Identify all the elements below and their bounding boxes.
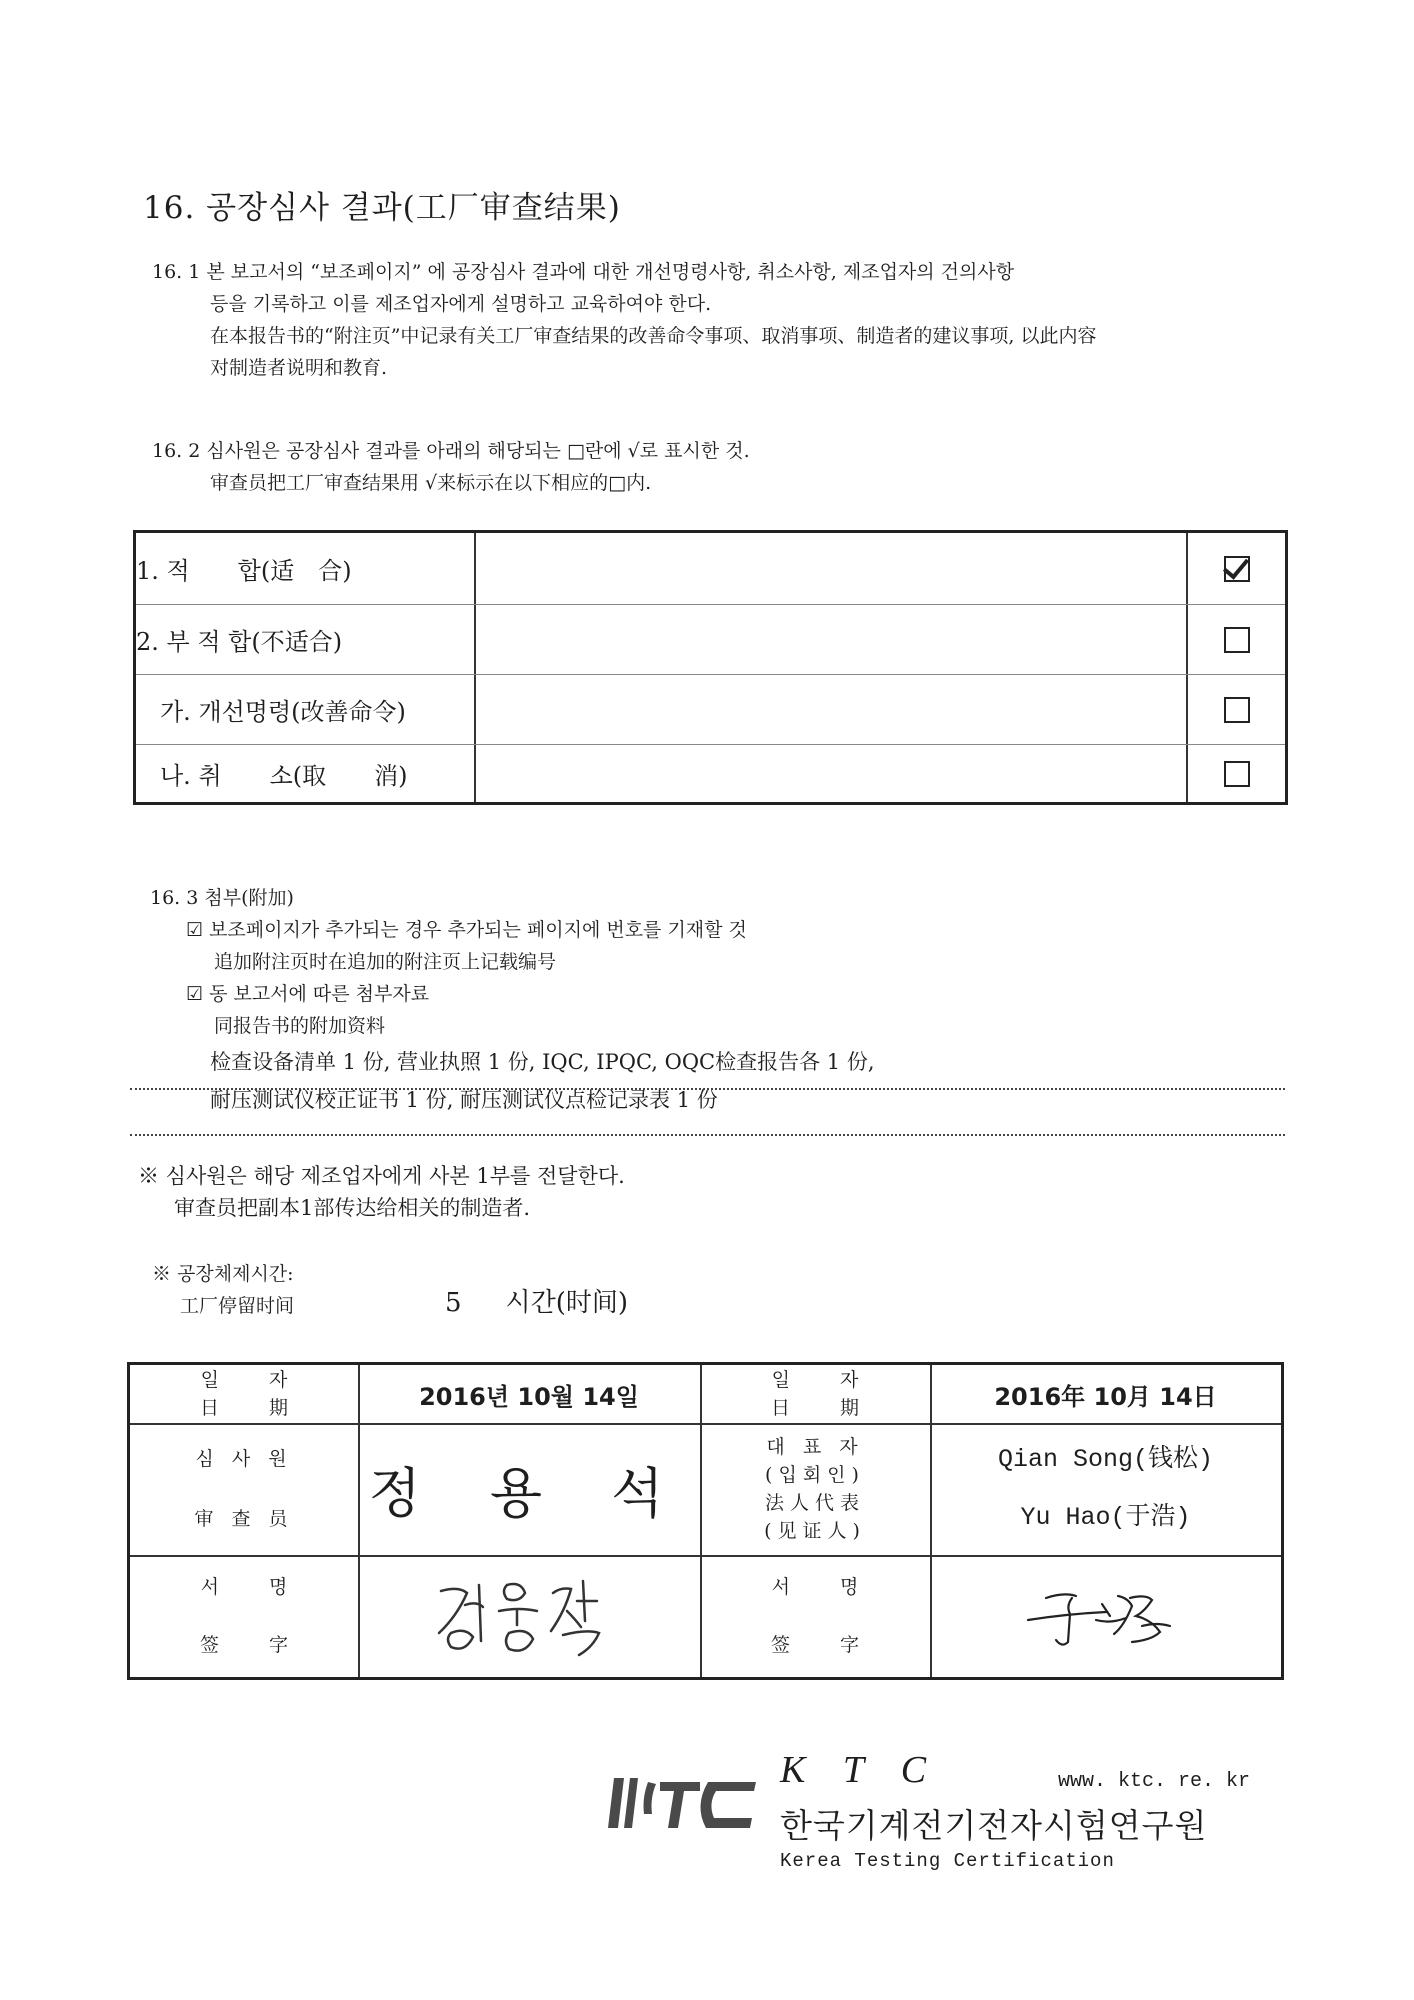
stay-time-label-ko: ※ 공장체제시간: xyxy=(152,1263,294,1285)
section-16-2 xyxy=(152,435,750,499)
date-label-cell: 일 자 日 期 xyxy=(199,1369,311,1419)
auditor-label-cell: 심 사 원 审 查 员 xyxy=(194,1448,294,1530)
section-16-1-line3: 在本报告书的“附注页”中记录有关工厂审查结果的改善命令事项、取消事项、制造者的建议事项, 以此内容 xyxy=(210,325,1097,347)
rep-date: 2016年 10月 14日 xyxy=(994,1382,1217,1411)
result-label: 1. 적 합(适 合) xyxy=(136,533,476,604)
result-label: 2. 부 적 합(不适合) xyxy=(136,605,476,674)
result-row-conform xyxy=(136,533,1285,605)
page-title: 16. 공장심사 결과(工厂审查结果) xyxy=(143,190,621,226)
empty-box-icon[interactable] xyxy=(1224,761,1250,787)
org-name-ko: 한국기계전기전자시험연구원 xyxy=(780,1806,1208,1845)
attachment-item-1-zh: 追加附注页时在追加的附注页上记载编号 xyxy=(214,951,557,973)
result-note-cell xyxy=(476,745,1188,802)
result-label: 가. 개선명령(改善命令) xyxy=(136,675,476,744)
attachment-list-1: 检查设备清单 1 份, 营业执照 1 份, IQC, IPQC, OQC检查报告各 1 份, xyxy=(210,1050,875,1074)
result-row-improvement xyxy=(136,675,1285,745)
rep-label-cell: 대 표 자 (입회인) 法人代表 (见证人) xyxy=(764,1436,866,1542)
rep-sign-label-cell: 서 명 签 字 xyxy=(770,1576,882,1656)
stay-hours: 5 xyxy=(445,1288,462,1318)
ktc-wordmark: K T C xyxy=(780,1749,941,1791)
empty-box-icon[interactable] xyxy=(1224,697,1250,723)
attachment-item-1-ko: ☑ 보조페이지가 추가되는 경우 추가되는 페이지에 번호를 기재할 것 xyxy=(186,919,747,941)
stay-hours-unit: 시간(时间) xyxy=(505,1288,629,1318)
org-name-en: Kerea Testing Certification xyxy=(780,1850,1115,1872)
section-16-3-heading: 16. 3 첨부(附加) xyxy=(150,887,294,909)
ktc-logo-icon xyxy=(608,1768,758,1834)
result-label: 나. 취 소(取 消) xyxy=(136,745,476,802)
result-note-cell xyxy=(476,675,1188,744)
auditor-signature xyxy=(358,1555,700,1677)
empty-box-icon[interactable] xyxy=(1224,627,1250,653)
dotted-divider xyxy=(130,1088,1285,1090)
stay-time-label xyxy=(152,1258,294,1322)
attachment-list-2: 耐压测试仪校正证书 1 份, 耐压测试仪点检记录表 1 份 xyxy=(210,1088,718,1112)
stay-time-value xyxy=(445,1282,628,1319)
auditor-signature-icon xyxy=(429,1571,629,1661)
rep-signature xyxy=(930,1555,1281,1677)
attachment-item-2-ko: ☑ 동 보고서에 따른 첨부자료 xyxy=(186,983,430,1005)
copy-note-ko: ※ 심사원은 해당 제조업자에게 사본 1부를 전달한다. xyxy=(138,1164,625,1188)
rep-names: Qian Song(钱松) Yu Hao(于浩) xyxy=(997,1445,1214,1532)
section-16-1-line4: 对制造者说明和教育. xyxy=(210,357,388,379)
copy-note xyxy=(138,1160,625,1224)
section-16-1-line1: 16. 1 본 보고서의 “보조페이지” 에 공장심사 결과에 대한 개선명령사항, 취소사항, 제조업자의 건의사항 xyxy=(152,261,1015,283)
ktc-url[interactable]: www. ktc. re. kr xyxy=(1058,1770,1251,1793)
section-16-1 xyxy=(152,256,1097,384)
checked-box-icon[interactable] xyxy=(1224,556,1250,582)
dotted-divider xyxy=(130,1134,1285,1136)
result-row-nonconform xyxy=(136,605,1285,675)
auditor-name: 정 용 석 xyxy=(368,1461,690,1525)
rep-date-label-cell: 일 자 日 期 xyxy=(770,1369,882,1419)
sign-label-cell: 서 명 签 字 xyxy=(199,1576,311,1656)
section-16-1-line2: 등을 기록하고 이를 제조업자에게 설명하고 교육하여야 한다. xyxy=(210,293,712,315)
result-note-cell xyxy=(476,605,1188,674)
result-row-cancel xyxy=(136,745,1285,802)
stay-time-label-zh: 工厂停留时间 xyxy=(180,1295,295,1317)
signature-table xyxy=(127,1362,1284,1680)
section-16-2-line2: 审查员把工厂审查结果用 √来标示在以下相应的□内. xyxy=(210,472,652,494)
copy-note-zh: 审查员把副本1部传达给相关的制造者. xyxy=(174,1196,531,1220)
result-note-cell xyxy=(476,533,1188,604)
section-16-2-line1: 16. 2 심사원은 공장심사 결과를 아래의 해당되는 □란에 √로 표시한 것. xyxy=(152,440,750,462)
auditor-date: 2016년 10월 14일 xyxy=(419,1382,639,1411)
attachment-item-2-zh: 同报告书的附加资料 xyxy=(214,1015,386,1037)
result-table xyxy=(133,530,1288,805)
rep-signature-icon xyxy=(1006,1576,1206,1656)
section-16-3 xyxy=(150,882,875,1116)
